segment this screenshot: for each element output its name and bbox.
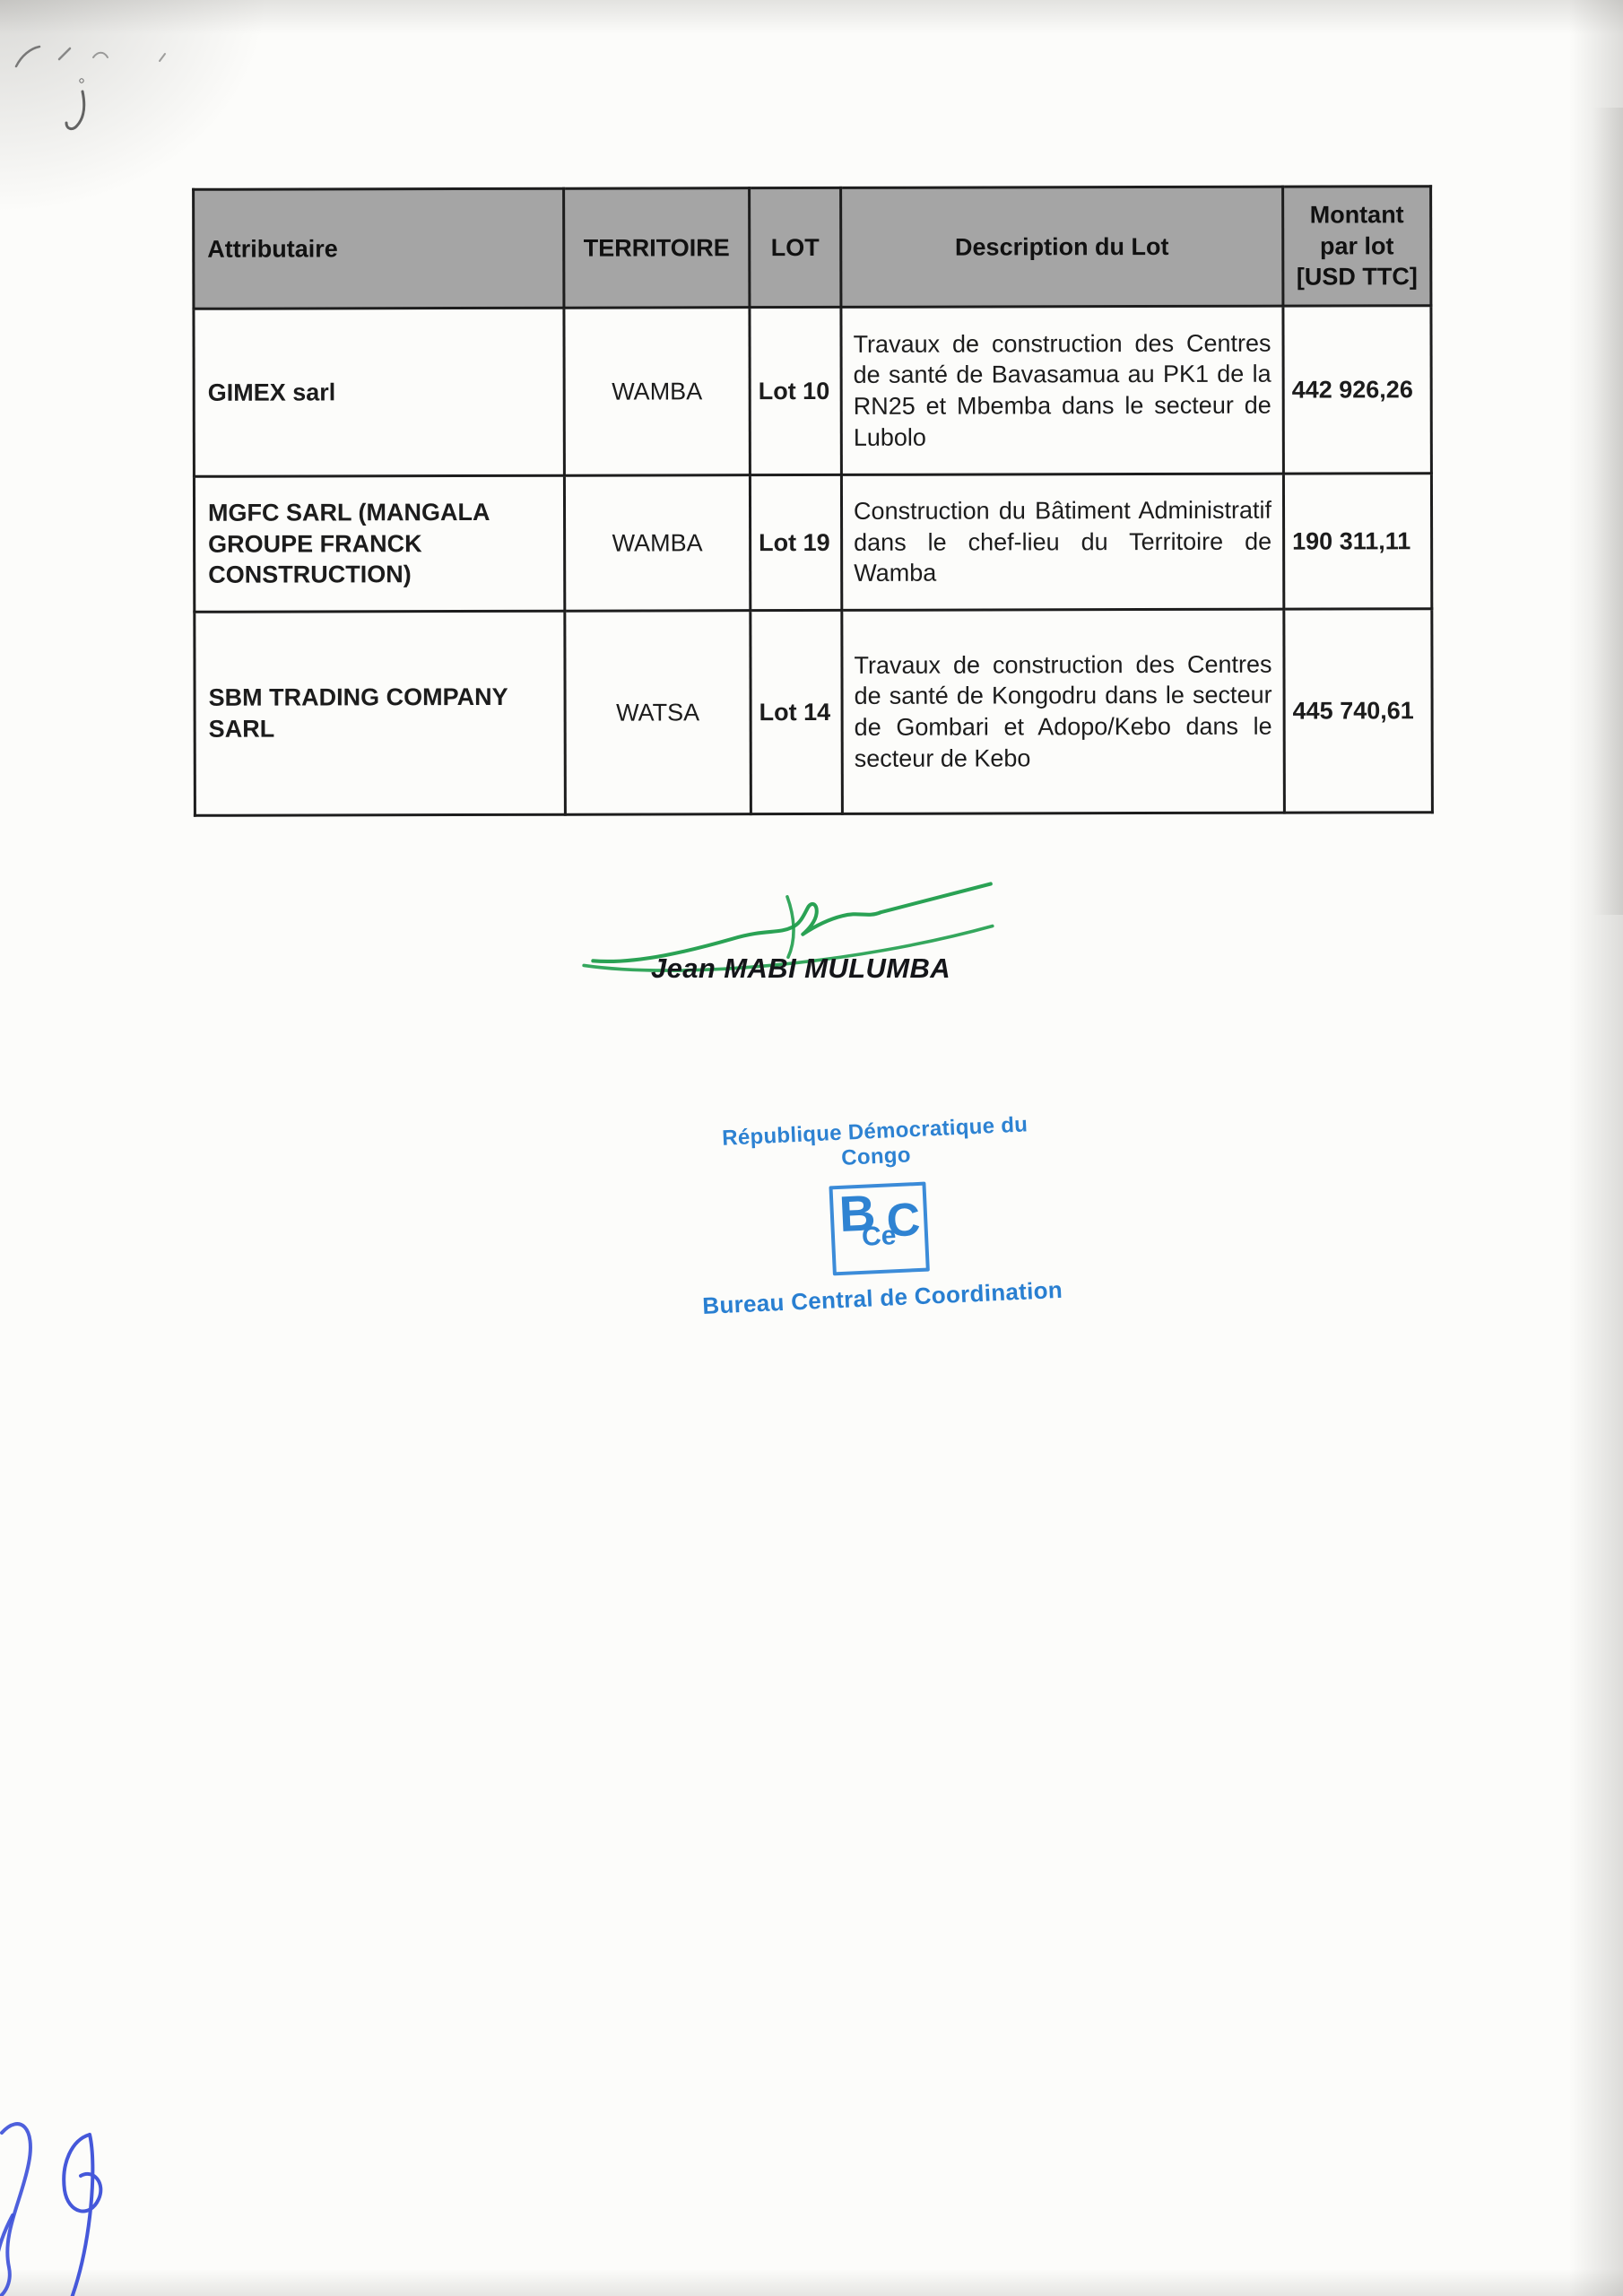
stamp-logo-letter-b: B xyxy=(838,1184,877,1242)
cell-attributaire: MGFC SARL (MANGALA GROUPE FRANCK CONSTRUCTION) xyxy=(194,475,564,612)
scan-shadow-bottom xyxy=(0,2269,1623,2296)
pen-scribble-bottom-left-icon xyxy=(0,2108,169,2296)
official-stamp xyxy=(684,1110,1072,1320)
signatory-name: Jean MABI MULUMBA xyxy=(651,952,951,984)
stamp-logo xyxy=(829,1182,929,1276)
cell-montant: 190 311,11 xyxy=(1283,474,1431,609)
col-header-attributaire: Attributaire xyxy=(194,188,564,309)
cell-lot: Lot 19 xyxy=(750,474,841,610)
cell-description: Travaux de construction des Centres de santé de Kongodru dans le secteur de Gombari et Adopo/Kebo dans le secteur de Kebo xyxy=(842,609,1285,813)
cell-territoire: WATSA xyxy=(565,611,751,815)
cell-description: Construction du Bâtiment Administratif dans le chef-lieu du Territoire de Wamba xyxy=(841,474,1283,610)
attribution-table xyxy=(192,185,1434,817)
cell-territoire: WAMBA xyxy=(564,308,750,476)
scan-shadow-right xyxy=(1569,0,1623,2296)
col-header-lot: LOT xyxy=(750,187,841,307)
scan-fold-shadow xyxy=(1593,108,1623,915)
cell-lot: Lot 14 xyxy=(751,610,843,813)
col-header-territoire: TERRITOIRE xyxy=(564,188,750,309)
cell-description: Travaux de construction des Centres de santé de Bavasamua au PK1 de la RN25 et Mbemba dans le secteur de Lubolo xyxy=(841,306,1283,474)
table-row xyxy=(195,609,1433,816)
col-header-montant: Montant par lot [USD TTC] xyxy=(1283,187,1431,306)
cell-montant: 445 740,61 xyxy=(1284,609,1433,813)
stamp-logo-letter-c1: C xyxy=(885,1193,922,1248)
table-row xyxy=(194,306,1431,477)
scan-shadow-top xyxy=(0,0,1623,34)
stamp-org-text: Bureau Central de Coordination xyxy=(701,1275,1063,1320)
pen-marks-top-left-icon xyxy=(7,36,204,152)
cell-attributaire: GIMEX sarl xyxy=(194,308,564,476)
cell-attributaire: SBM TRADING COMPANY SARL xyxy=(195,611,566,815)
cell-lot: Lot 10 xyxy=(750,307,841,474)
cell-montant: 442 926,26 xyxy=(1283,306,1431,474)
col-header-description: Description du Lot xyxy=(841,187,1283,307)
stamp-country-text: République Démocratique du Congo xyxy=(721,1112,1028,1170)
stamp-logo-letter-c2: Ce xyxy=(861,1221,898,1252)
table-row xyxy=(194,474,1431,613)
cell-territoire: WAMBA xyxy=(564,475,750,612)
table-header-row xyxy=(194,187,1431,309)
